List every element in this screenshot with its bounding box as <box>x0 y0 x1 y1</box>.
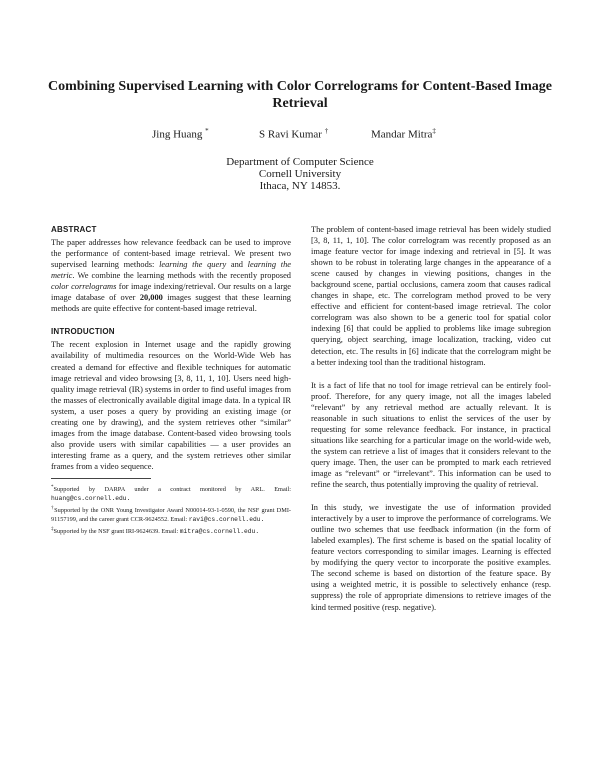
footnotes <box>51 483 291 536</box>
abstract-text-part: and <box>226 260 248 270</box>
footnote-2 <box>51 504 291 524</box>
author-3 <box>371 127 436 141</box>
author-2 <box>259 127 328 141</box>
footnote-email: huang@cs.cornell.edu. <box>51 495 131 503</box>
footnote-text: Supported by the NSF grant IRI-9624639. Email: <box>53 528 180 536</box>
right-column <box>311 224 551 613</box>
footnote-mark: * <box>51 484 54 490</box>
abstract-emphasis: learning the query <box>159 260 227 270</box>
abstract-text-part: . We combine the learning methods with the recently proposed <box>72 271 291 281</box>
author-3-mark: ‡ <box>432 127 436 135</box>
author-3-name: Mandar Mitra <box>371 128 433 141</box>
affiliation <box>0 156 600 192</box>
author-2-mark: † <box>324 127 329 135</box>
footnote-rule <box>51 478 151 479</box>
footnote-email: mitra@cs.cornell.edu. <box>179 528 260 536</box>
author-1-name: Jing Huang <box>152 128 203 141</box>
affiliation-university: Cornell University <box>258 168 342 180</box>
author-1 <box>152 127 209 141</box>
footnote-email: ravi@cs.cornell.edu. <box>188 516 265 524</box>
footnote-mark: ‡ <box>51 527 54 533</box>
footnote-mark: † <box>51 506 55 512</box>
abstract-emphasis: learning the metric <box>51 260 291 281</box>
abstract-text <box>51 237 291 314</box>
footnote-1 <box>51 483 291 503</box>
footnote-3 <box>51 525 291 536</box>
abstract-text-part: for image indexing/retrieval. Our results on a large image database of over <box>51 282 291 303</box>
abstract-strong: 20,000 <box>139 293 163 303</box>
affiliation-city: Ithaca, NY 14853. <box>259 180 341 192</box>
abstract-text-part: images suggest that these learning methods are quite effective for content-based image retrieval. <box>51 293 291 314</box>
abstract-heading: ABSTRACT <box>51 225 97 234</box>
footnote-text: Supported by DARPA under a contract monitored by ARL. Email: <box>53 486 291 494</box>
body-paragraph: It is a fact of life that no tool for image retrieval can be entirely fool-proof. Therefore, for any query image, not all the images labeled “relevant” by any retrieval method are actually relevant. It is reasonable in such situations to enlist the services of the user by requesting for some relevance feedback. For instance, in practical situations like searching for a particular image on the world-wide web, the system can retrieve a list of images that it considers relevant to the query image. Then, the user can be prompted to mark each retrieved image as “relevant” or “irrelevant”. This information can be used to refine the search, thus potentially improving the quality of retrieval. <box>311 380 551 490</box>
abstract-text-part: The paper addresses how relevance feedback can be used to improve the performance of content-based image retrieval. We present two supervised learning methods: <box>51 238 291 270</box>
introduction-heading: INTRODUCTION <box>51 327 115 337</box>
author-2-name: S Ravi Kumar <box>259 128 322 141</box>
paper-title: Combining Supervised Learning with Color Correlograms for Content-Based Image Retrieval <box>48 79 552 111</box>
introduction-text: The recent explosion in Internet usage and the rapidly growing availability of multimedia resources on the World-Wide Web has created a demand for effective and flexible techniques for automatic image retrieval and video browsing [3, 8, 11, 1, 10]. Users need high-quality image retrieval (IR) systems in order to find useful images from the masses of electronically available digital image data. In a typical IR system, a user poses a query by providing an existing image (or creating one by drawing), and the system retrieves other “similar” images from the image database. Content-based video browsing tools also provide users with similar capabilities — a user provides an interesting frame as a query, and the system retrieves other similar frames from a video sequence. <box>51 340 291 471</box>
left-column <box>51 224 291 537</box>
body-paragraph: The problem of content-based image retrieval has been widely studied [3, 8, 11, 1, 10]. The color correlogram was recently proposed as an image feature vector for image indexing and retrieval in [5]. It was shown to be robust in tolerating large changes in the appearance of a scene caused by changes in viewing positions, changes in the background scene, partial occlusions, camera zoom that causes radical changes in shape, etc. The correlogram method proved to be very effective and efficient for content-based image retrieval. The color correlogram was also shown to be a generic tool for spatial color indexing [6] that could be applied to problems like image subregion querying, object searching, image localization, tracking, video cut detection, etc. The results in [6] indicate that the correlogram might be a better indexing tool than the traditional histogram. <box>311 225 551 367</box>
author-1-mark: * <box>205 127 209 135</box>
abstract-emphasis: color correlograms <box>51 282 117 292</box>
affiliation-department: Department of Computer Science <box>226 156 374 168</box>
body-paragraph: In this study, we investigate the use of information provided interactively by a user to improve the performance of correlograms. We outline two schemes that use feedback information (in the form of labeled examples). The first scheme is based on the spatial locality of feature vectors corresponding to similar images. Learning is effected by modifying the query vector to incorporate the positive examples. The second scheme is based on distortion of the feature space. By using a weighted metric, it is possible to selectively enhance (resp. suppress) the role of appropriate dimensions to retrieve images of the kind termed positive (resp. negative). <box>311 503 551 612</box>
footnote-text: Supported by the ONR Young Investigator Award N00014-93-1-0590, the NSF grant DMI-91157199, and the career grant CCR-9624552. Email: <box>51 507 292 524</box>
